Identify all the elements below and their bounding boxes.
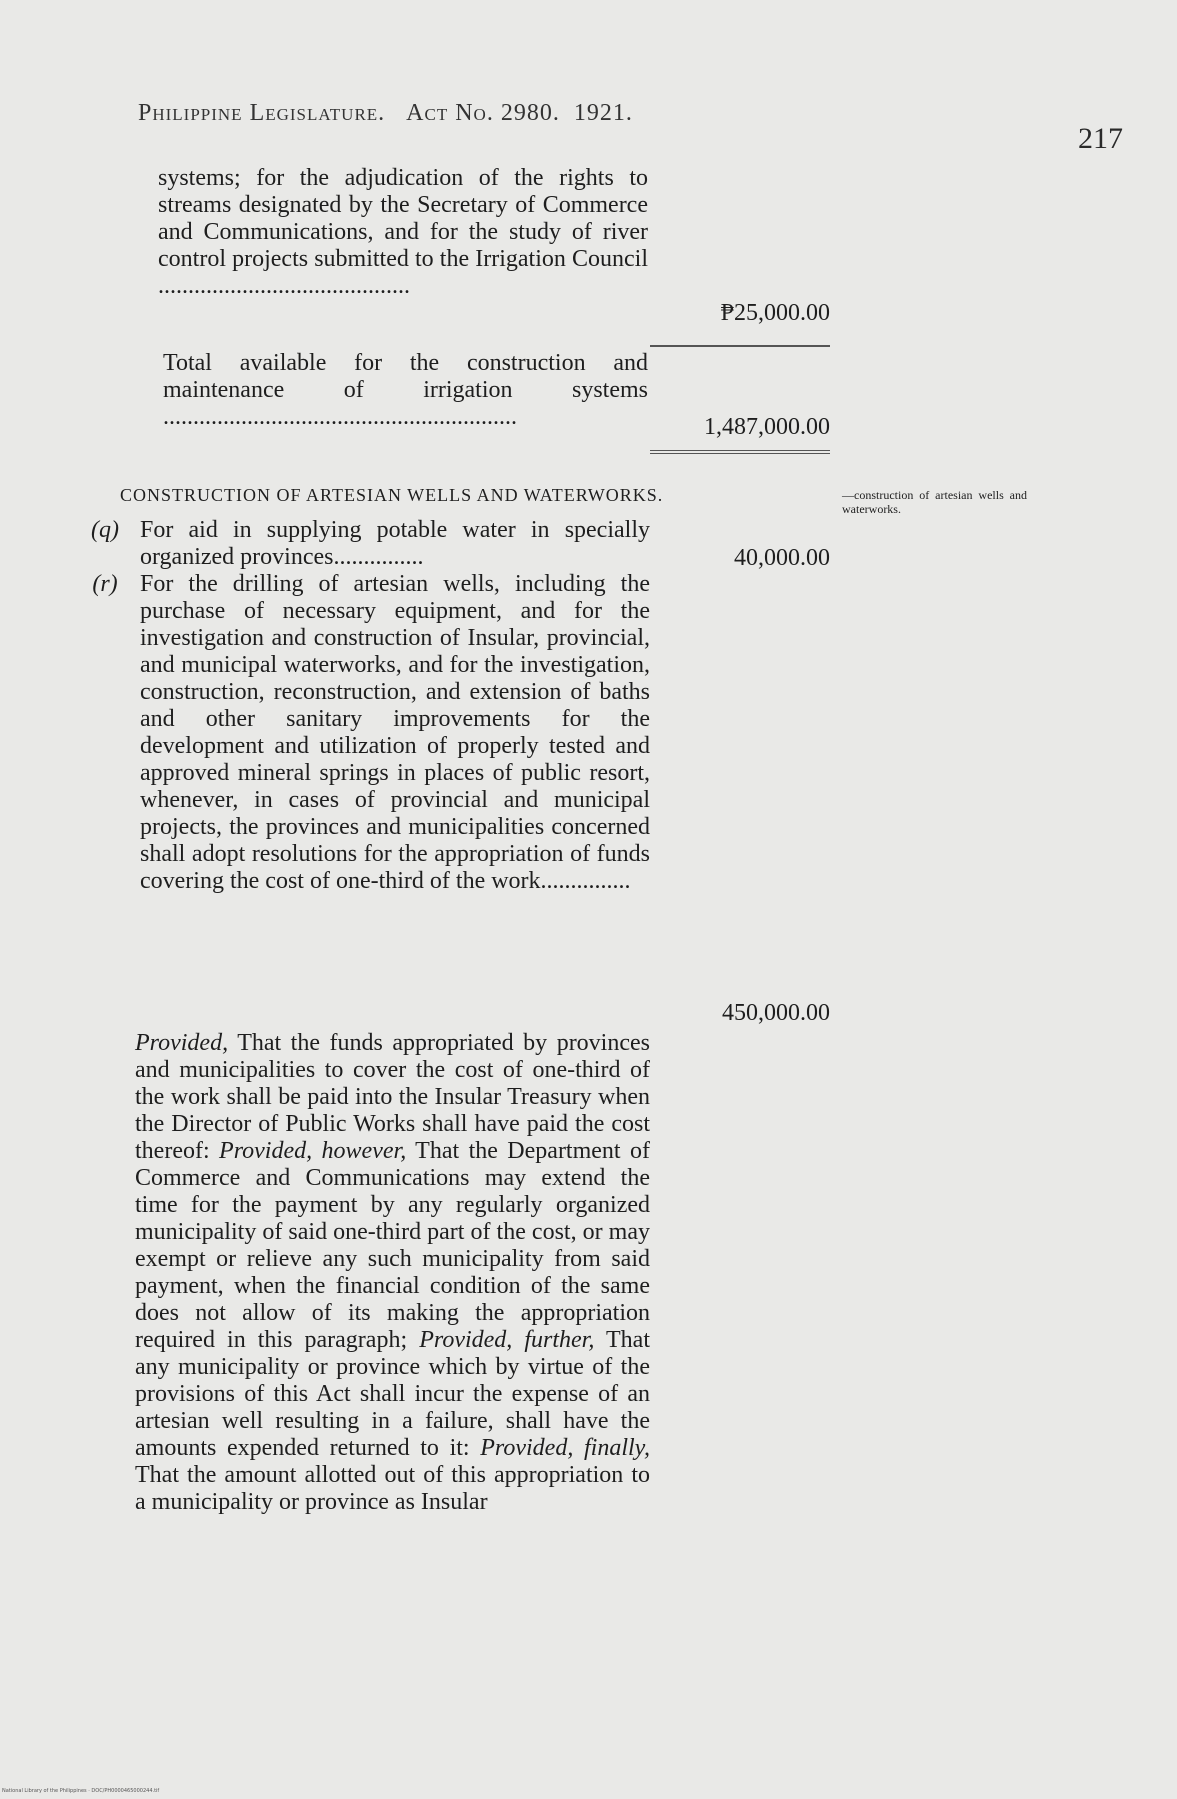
header-act-number: Act No. 2980. [406, 100, 560, 126]
proviso-lead: Provided, [135, 1030, 229, 1056]
proviso-lead-further: Provided, further, [419, 1327, 595, 1353]
item-text: For the drilling of artesian wells, including the purchase of necessary equipment, and for the investigation and construction of Insular, provincial, and municipal waterworks, and for the investigation, construction, reconstruction, and extension of baths and other sanitary improvements for the development and utilization of properly tested and approved mineral springs in places of public resort, whenever, in cases of provincial and municipal projects, the provinces and municipalities concerned shall adopt resolutions for the appropriation of funds covering the cost of one-third of the work............... [140, 571, 650, 894]
proviso-text: That the funds appropriated by provinces and municipalities to cover the cost of one-third of the work shall be paid into the Insular Treasury when the Director of Public Works shall have paid the cost thereof: [135, 1030, 650, 1164]
scan-footer: National Library of the Philippines · DOC/PH0000465000244.tif [2, 1788, 160, 1794]
section-heading: CONSTRUCTION OF ARTESIAN WELLS AND WATERWORKS. [120, 485, 664, 505]
continued-item-amount: ₱25,000.00 [720, 300, 830, 326]
proviso-text-however: That the Department of Commerce and Communications may extend the time for the payment by any regularly organized municipality of said one-third part of the cost, or may exempt or relieve any such municipality from said payment, when the financial condition of the same does not allow of its making the appropriation required in this paragraph; [135, 1138, 650, 1353]
item-label: (q) [91, 517, 119, 543]
total-text: Total available for the construction and maintenance of irrigation systems ........................................................... [163, 350, 648, 430]
proviso-paragraph [135, 1030, 650, 1516]
item-label: (r) [92, 571, 118, 597]
running-header [138, 100, 633, 127]
total-amount: 1,487,000.00 [704, 414, 830, 440]
margin-note: —construction of artesian wells and waterworks. [842, 488, 1027, 516]
item-text: For aid in supplying potable water in specially organized provinces............... [140, 517, 650, 570]
proviso-lead-however: Provided, however, [219, 1138, 407, 1164]
proviso-lead-finally: Provided, finally, [480, 1435, 650, 1461]
continued-item-text: systems; for the adjudication of the rights to streams designated by the Secretary of Commerce and Communications, and for the study of river control projects submitted to the Irrigation Council .......................................... [158, 165, 648, 299]
proviso-text-finally: That the amount allotted out of this appropriation to a municipality or province as Insular [135, 1462, 650, 1515]
page-number: 217 [1078, 122, 1123, 155]
subtotal-rule [650, 345, 830, 347]
item-q-amount: 40,000.00 [734, 545, 830, 571]
header-legislature: Philippine Legislature. [138, 100, 386, 126]
item-r-amount: 450,000.00 [722, 1000, 830, 1026]
appropriation-item-q [75, 517, 650, 571]
header-year: 1921. [573, 100, 633, 126]
appropriation-item-r [75, 571, 650, 895]
total-double-rule [650, 450, 830, 454]
proviso-text-further: That any municipality or province which by virtue of the provisions of this Act shall incur the expense of an artesian well resulting in a failure, shall have the amounts expended returned to it: [135, 1327, 650, 1461]
